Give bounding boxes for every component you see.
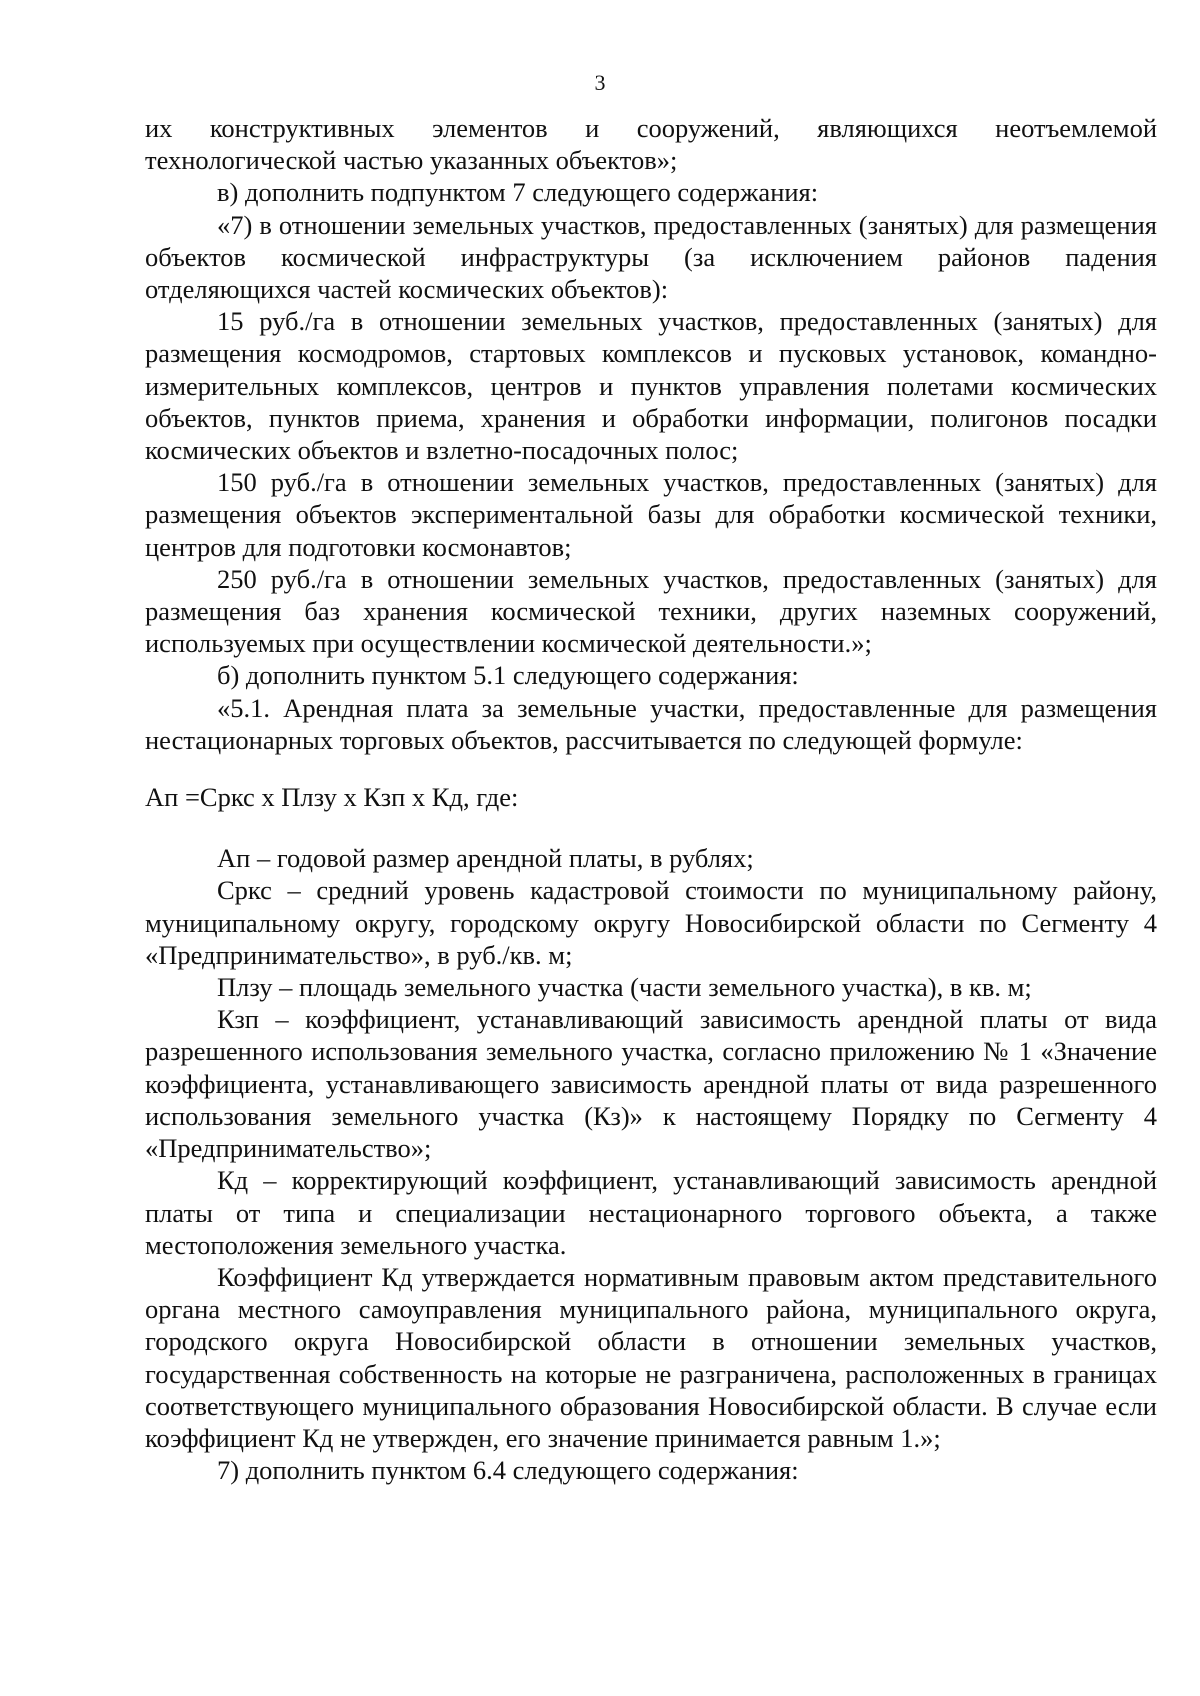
document-body [145, 112, 1157, 1486]
paragraph-continuation: их конструктивных элементов и сооружений, являющихся неотъемлемой технологической частью указанных объектов»; [145, 113, 1157, 176]
definition-kd: Кд – корректирующий коэффициент, устанавливающий зависимость арендной платы от типа и специализации нестационарного торгового объекта, а также местоположения земельного участка. [145, 1165, 1157, 1260]
page-number: 3 [594, 70, 606, 95]
paragraph-item-7: «7) в отношении земельных участков, предоставленных (занятых) для размещения объектов космической инфраструктуры (за исключением районов падения отделяющихся частей космических объектов): [145, 209, 1157, 305]
paragraph-rate-150: 150 руб./га в отношении земельных участков, предоставленных (занятых) для размещения объектов экспериментальной базы для обработки космической техники, центров для подготовки космонавтов; [145, 467, 1157, 562]
paragraph-rate-250: 250 руб./га в отношении земельных участков, предоставленных (занятых) для размещения баз хранения космической техники, других наземных сооружений, используемых при осуществлении космической деятельности.»; [145, 563, 1157, 659]
definition-plzu: Плзу – площадь земельного участка (части земельного участка), в кв. м; [217, 972, 1032, 1003]
paragraph-subitem-b: б) дополнить пунктом 5.1 следующего содержания: [217, 660, 799, 691]
definition-srks: Сркс – средний уровень кадастровой стоимости по муниципальному району, муниципальному округу, городскому округу Новосибирской области по Сегменту 4 «Предпринимательство», в руб./кв. м; [145, 875, 1157, 970]
paragraph-kd-approval: Коэффициент Кд утверждается нормативным правовым актом представительного органа местного самоуправления муниципального района, муниципального округа, городского округа Новосибирской области в отношении земельных участков, государственная собственность на которые не разграничена, расположенных в границах соответствующего муниципального образования Новосибирской области. В случае если коэффициент Кд не утвержден, его значение принимается равным 1.»; [145, 1261, 1157, 1453]
formula: Ап =Сркс х Плзу х Кзп х Кд, где: [145, 782, 519, 813]
definition-ap: Ап – годовой размер арендной платы, в рублях; [217, 843, 754, 874]
paragraph-subitem-v: в) дополнить подпунктом 7 следующего содержания: [217, 177, 819, 208]
paragraph-rate-15: 15 руб./га в отношении земельных участков, предоставленных (занятых) для размещения космодромов, стартовых комплексов и пусковых установок, командно-измерительных комплексов, центров и пунктов управления полетами космических объектов, пунктов приема, хранения и обработки информации, полигонов посадки космических объектов и взлетно-посадочных полос; [145, 306, 1157, 466]
paragraph-item-5-1: «5.1. Арендная плата за земельные участки, предоставленные для размещения нестационарных торговых объектов, рассчитывается по следующей формуле: [145, 692, 1157, 755]
definition-kzp: Кзп – коэффициент, устанавливающий зависимость арендной платы от вида разрешенного использования земельного участка, согласно приложению № 1 «Значение коэффициента, устанавливающего зависимость арендной платы от вида разрешенного использования земельного участка (Кз)» к настоящему Порядку по Сегменту 4 «Предпринимательство»; [145, 1004, 1157, 1164]
paragraph-item-6-4: 7) дополнить пунктом 6.4 следующего содержания: [217, 1455, 799, 1486]
